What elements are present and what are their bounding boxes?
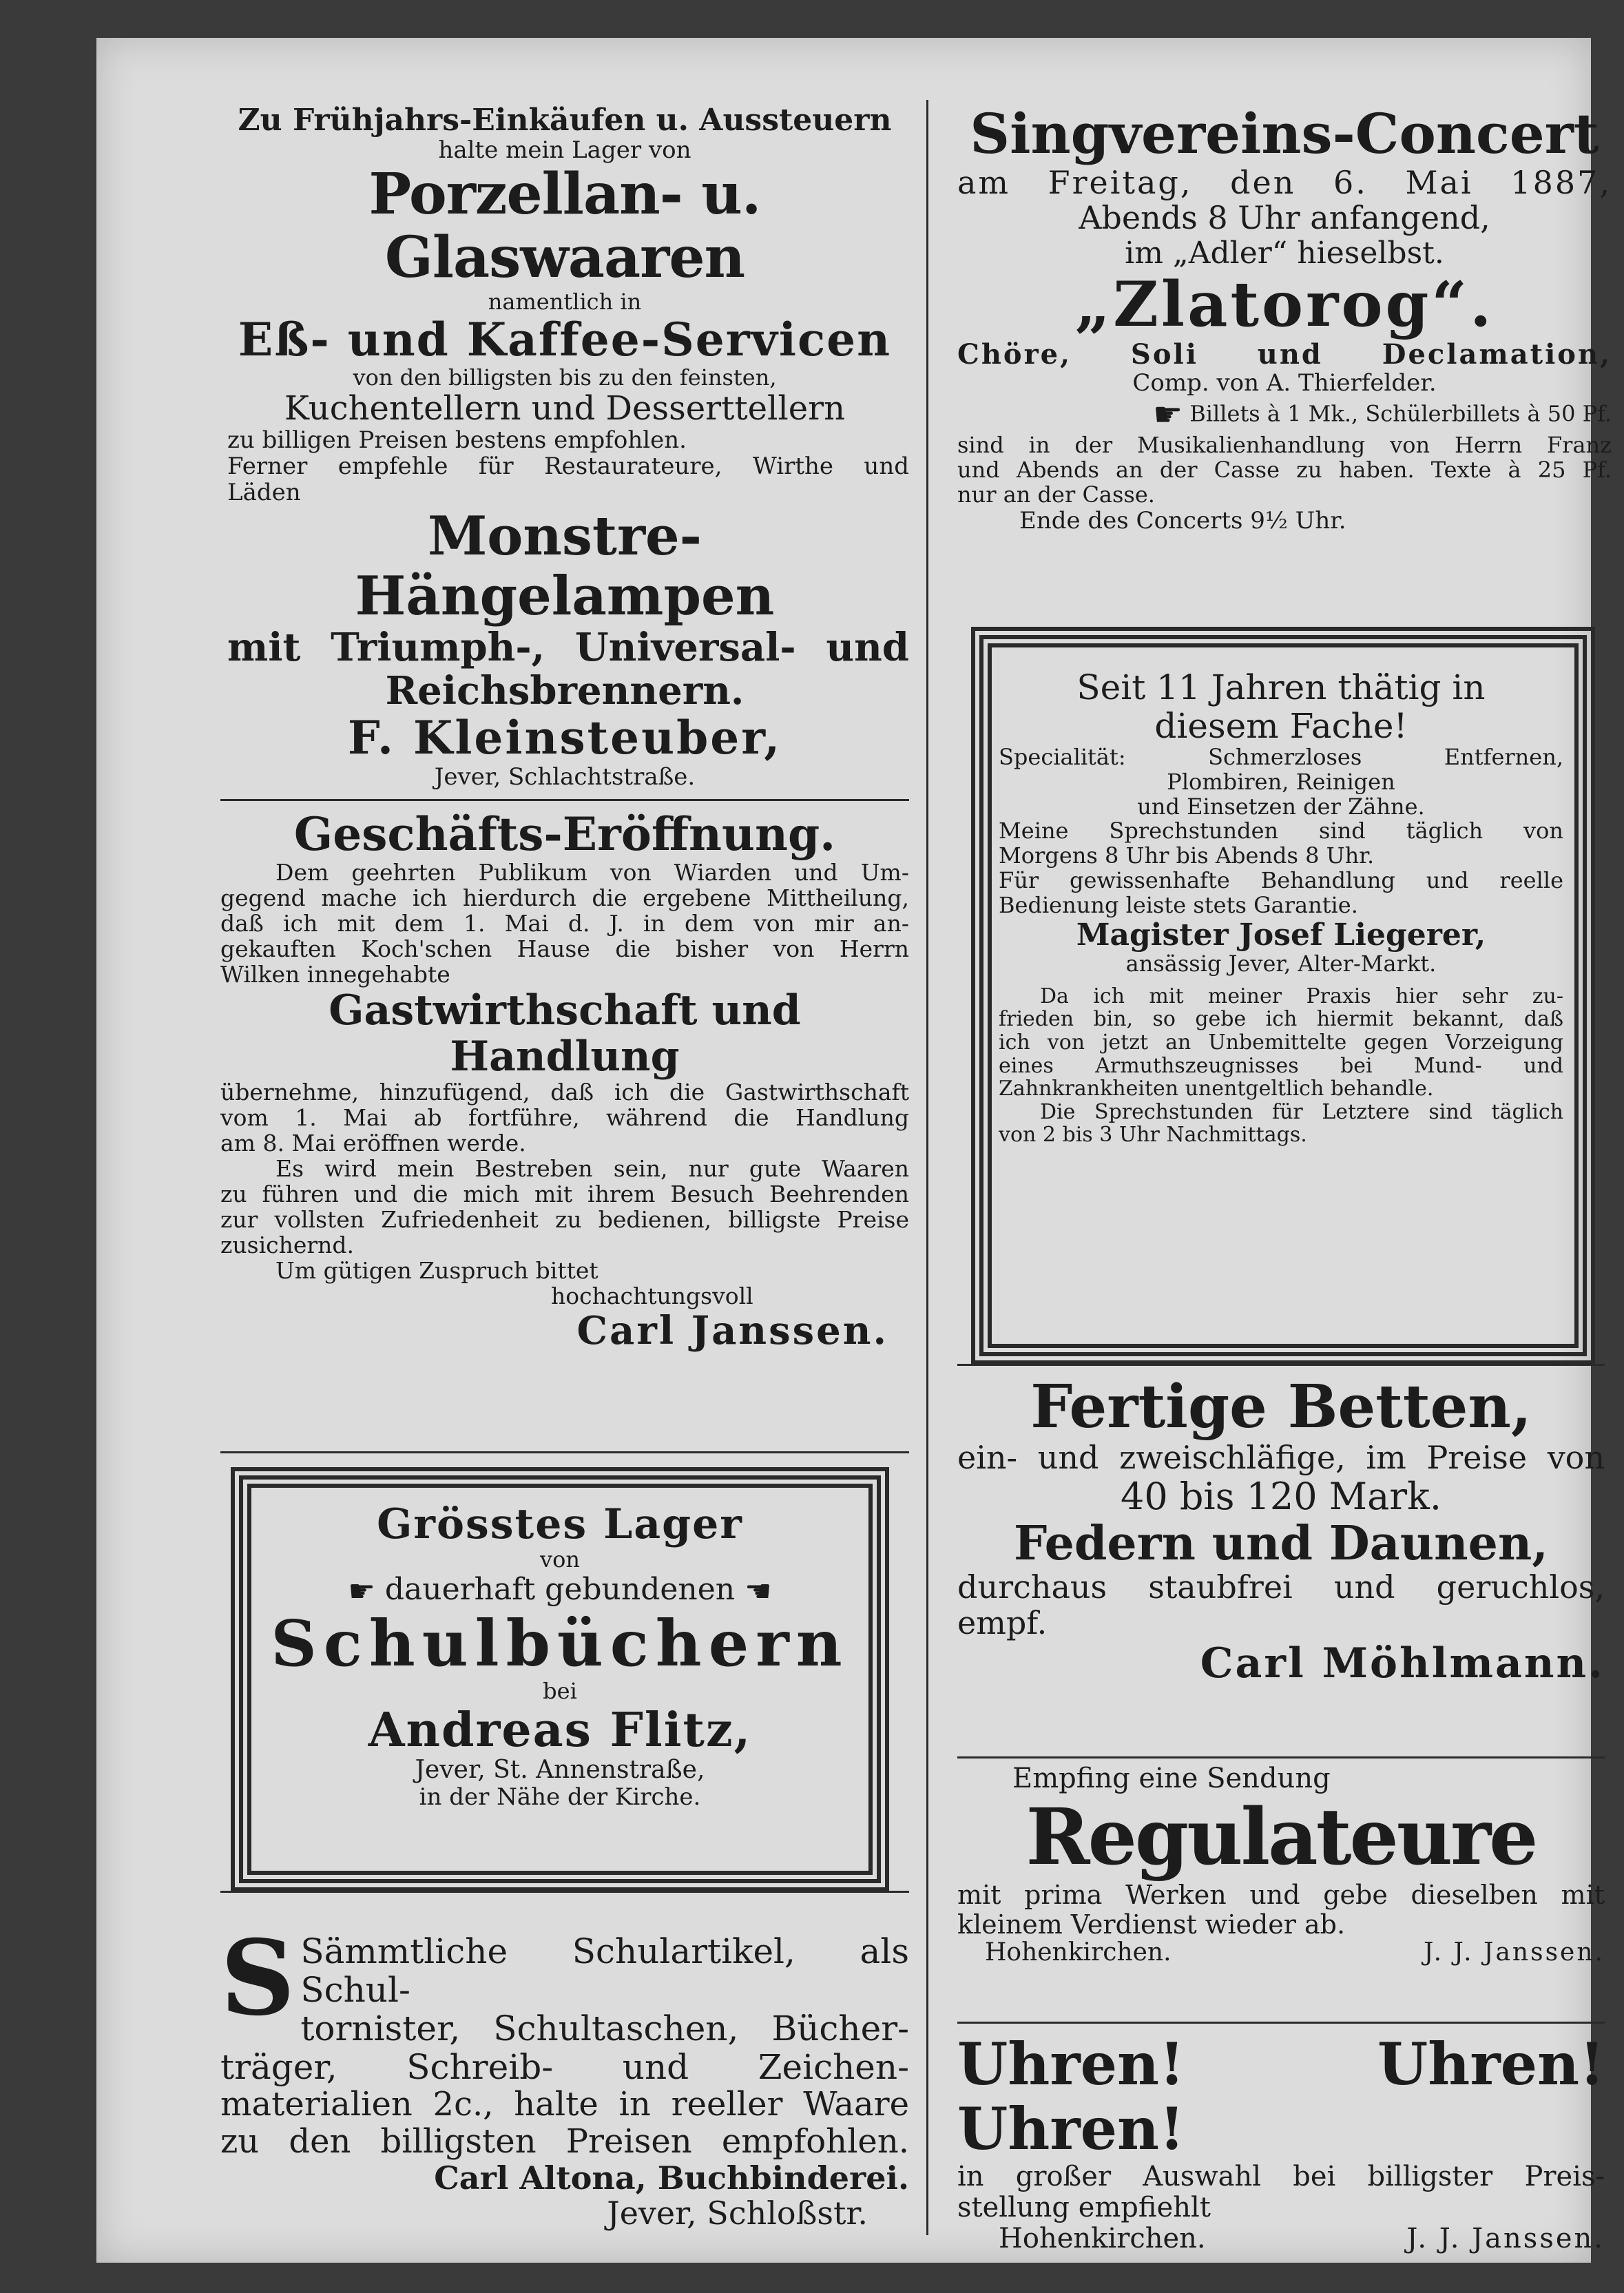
ad-signature: Andreas Flitz,: [368, 1703, 752, 1758]
column-divider: [926, 100, 928, 2235]
ad-line: am Freitag, den 6. Mai 1887,: [957, 163, 1612, 201]
ad-line: zusichernd.: [220, 1231, 355, 1258]
ad-heading: Gastwirthschaft und Handlung: [329, 986, 801, 1081]
ad-line: zu führen und die mich mit ihrem Besuch Beehrenden: [220, 1180, 909, 1207]
ad-line: Die Sprechstunden für Letztere sind täglich: [1040, 1099, 1563, 1124]
ad-line: Comp. von A. Thierfelder.: [1132, 369, 1437, 397]
ad-line: Specialität: Schmerzloses Entfernen,: [999, 744, 1563, 770]
ad-signature: Carl Möhlmann.: [1200, 1639, 1605, 1688]
ad-line: Chöre, Soli und Declamation,: [957, 338, 1612, 371]
ad-heading: Regulateure: [1026, 1792, 1537, 1882]
separator: [220, 799, 909, 801]
ad-line: im „Adler“ hieselbst.: [1125, 235, 1444, 271]
separator: [957, 2022, 1605, 2024]
ad-line: Plombiren, Reinigen: [1167, 768, 1395, 795]
ad-heading: Schulbüchern: [271, 1606, 849, 1681]
separator: [220, 1451, 909, 1453]
ad-line: ansässig Jever, Alter-Markt.: [1125, 951, 1437, 977]
ad-singvereins-concert: [957, 103, 1612, 534]
ad-line: und Abends an der Casse zu haben. Texte à 25 Pf.: [957, 457, 1612, 484]
ad-line: kleinem Verdienst wieder ab.: [957, 1909, 1346, 1940]
ad-line: Bedienung leiste stets Garantie.: [999, 891, 1358, 918]
ad-line: in der Nähe der Kirche.: [419, 1783, 701, 1812]
ad-line: Ende des Concerts 9½ Uhr.: [1019, 506, 1346, 535]
ad-line: gekauften Koch'schen Hause die bisher von Herrn: [220, 935, 909, 962]
ad-line: Jever, Schloßstr.: [607, 2195, 868, 2232]
ad-line: von den billigsten bis zu den feinsten,: [353, 364, 777, 391]
ad-line: mit Triumph-, Universal- und: [227, 625, 909, 671]
ad-line: 40 bis 120 Mark.: [1120, 1474, 1441, 1518]
ad-signature: Magister Josef Liegerer,: [1076, 917, 1486, 953]
ad-line: Ferner empfehle für Restaurateure, Wirthe und: [227, 453, 909, 481]
separator: [220, 1891, 909, 1893]
ad-line-text: Hohenkirchen.: [999, 2222, 1206, 2254]
ad-line: Läden: [227, 479, 301, 507]
ad-line: am 8. Mai eröffnen werde.: [220, 1129, 526, 1156]
ad-line: materialien 2c., halte in reeller Waare: [220, 2085, 909, 2124]
ad-line: ich von jetzt an Unbemittelte gegen Vorzeigung: [999, 1030, 1563, 1055]
ad-line: mit prima Werken und gebe dieselben mit: [957, 1880, 1605, 1911]
ad-line-text: Hohenkirchen.: [985, 1938, 1172, 1967]
ad-line-text: dauerhaft gebundenen: [384, 1572, 736, 1608]
pointing-hand-right-icon: ☛: [348, 1573, 375, 1609]
ad-line: daß ich mit dem 1. Mai d. J. in dem von mir an-: [220, 909, 909, 937]
ad-line: bei: [543, 1678, 577, 1705]
ad-line: tornister, Schultaschen, Bücher-: [300, 2009, 909, 2048]
ad-line: zu billigen Preisen bestens empfohlen.: [227, 426, 687, 455]
ad-fertige-betten: [957, 1374, 1605, 1688]
separator: [957, 1364, 1605, 1366]
ad-line: und Einsetzen der Zähne.: [1137, 793, 1425, 820]
ad-line: Für gewissenhafte Behandlung und reelle: [999, 867, 1563, 894]
ad-line: Zu Frühjahrs-Einkäufen u. Aussteuern: [238, 103, 892, 138]
ad-heading: Monstre-Hängelampen: [355, 504, 775, 627]
ad-heading: Uhren! Uhren! Uhren!: [957, 2030, 1605, 2164]
ad-line: Jever, St. Annenstraße,: [415, 1756, 705, 1785]
initial-letter-s: S: [220, 1918, 295, 2039]
ad-signature: Carl Altona, Buchbinderei.: [434, 2159, 909, 2197]
ad-heading: Porzellan- u. Glaswaaren: [368, 161, 761, 291]
ad-heading: Grösstes Lager: [377, 1500, 743, 1548]
pointing-hand-left-icon: ☚: [745, 1573, 772, 1609]
ad-line: stellung empfiehlt: [957, 2191, 1211, 2223]
ad-heading: Seit 11 Jahren thätig in: [1076, 667, 1486, 707]
ad-line-text: Sämmtliche Schulartikel, als Schul-: [300, 1931, 909, 2010]
separator: [957, 1756, 1605, 1758]
ad-porzellan: [220, 103, 909, 790]
ad-line: [957, 1939, 1605, 1967]
ad-line: halte mein Lager von: [438, 136, 691, 165]
ad-line: gegend mache ich hierdurch die ergebene Mittheilung,: [220, 884, 909, 911]
ad-line: sind in der Musikalienhandlung von Herrn Franz: [957, 432, 1612, 459]
ad-line: Da ich mit meiner Praxis hier sehr zu-: [1040, 984, 1563, 1008]
ad-line: nur an der Casse.: [957, 481, 1155, 508]
ad-line: frieden bin, so gebe ich hiermit bekannt, daß: [999, 1007, 1563, 1032]
ad-line: in großer Auswahl bei billigster Preis-: [957, 2161, 1605, 2193]
newspaper-page: [96, 38, 1612, 2263]
ad-line-text: Billets à 1 Mk., Schülerbillets à 50 Pf.: [1189, 400, 1612, 426]
ad-line: eines Armuthszeugnisses bei Mund- und: [999, 1053, 1563, 1078]
ad-schulartikel: [220, 1918, 909, 2232]
ad-line: Reichsbrennern.: [385, 667, 745, 714]
ad-signature: J. J. Janssen.: [1423, 1938, 1605, 1967]
ad-heading: Singvereins-Concert: [970, 101, 1599, 166]
ad-line: [957, 397, 1612, 434]
ad-line: Morgens 8 Uhr bis Abends 8 Uhr.: [999, 842, 1375, 869]
ad-line: hochachtungsvoll: [551, 1282, 753, 1309]
ad-signature: F. Kleinsteuber,: [347, 710, 782, 765]
ad-zahnarzt: [999, 668, 1563, 1147]
ad-signature: J. J. Janssen.: [1406, 2222, 1605, 2254]
ad-heading: „Zlatorog“.: [1074, 267, 1495, 341]
ad-heading: Fertige Betten,: [1030, 1372, 1532, 1442]
ad-line: zu den billigsten Preisen empfohlen.: [220, 2121, 909, 2161]
ad-line: von: [540, 1546, 580, 1573]
ad-line: durchaus staubfrei und geruchlos, empf.: [957, 1568, 1605, 1641]
ad-line: Dem geehrten Publikum von Wiarden und Um-: [275, 858, 909, 886]
ad-line: Abends 8 Uhr anfangend,: [1079, 199, 1490, 237]
ad-line: Meine Sprechstunden sind täglich von: [999, 818, 1563, 844]
ad-line: Kuchentellern und Desserttellern: [284, 388, 846, 428]
ad-heading: Eß- und Kaffee-Servicen: [238, 312, 892, 366]
ad-geschaefts-eroeffnung: [220, 809, 909, 1352]
ad-line: ein- und zweischläfige, im Preise von: [957, 1439, 1605, 1477]
ad-line: übernehme, hinzufügend, daß ich die Gastwirthschaft: [220, 1079, 909, 1106]
ad-line: zur vollsten Zufriedenheit zu bedienen, billigste Preise: [220, 1205, 909, 1233]
pointing-hand-right-icon: ☛: [1153, 395, 1183, 434]
ad-line: Um gütigen Zuspruch bittet: [275, 1256, 598, 1284]
ad-line: vom 1. Mai ab fortführe, während die Handlung: [220, 1104, 909, 1131]
ad-line: von 2 bis 3 Uhr Nachmittags.: [999, 1123, 1307, 1148]
ad-line: Es wird mein Bestreben sein, nur gute Waaren: [275, 1154, 909, 1182]
ad-heading: Federn und Daunen,: [1014, 1516, 1548, 1572]
ad-line: Jever, Schlachtstraße.: [434, 762, 696, 791]
ad-line: namentlich in: [488, 289, 642, 315]
ad-schulbuecher: [231, 1502, 889, 1811]
ad-line: [957, 2223, 1605, 2254]
ad-heading: Geschäfts-Eröffnung.: [293, 807, 836, 861]
ad-line: [231, 1573, 889, 1608]
ad-heading: diesem Fache!: [1154, 706, 1408, 746]
ad-line: träger, Schreib- und Zeichen-: [220, 2047, 909, 2087]
ad-uhren: [957, 2032, 1605, 2254]
ad-signature: Carl Janssen.: [576, 1307, 888, 1353]
ad-regulateure: [957, 1763, 1605, 1967]
ad-line: Wilken innegehabte: [220, 960, 450, 988]
ad-line: Zahnkrankheiten unentgeltlich behandle.: [999, 1077, 1434, 1101]
ad-line: Empfing eine Sendung: [1012, 1763, 1331, 1794]
